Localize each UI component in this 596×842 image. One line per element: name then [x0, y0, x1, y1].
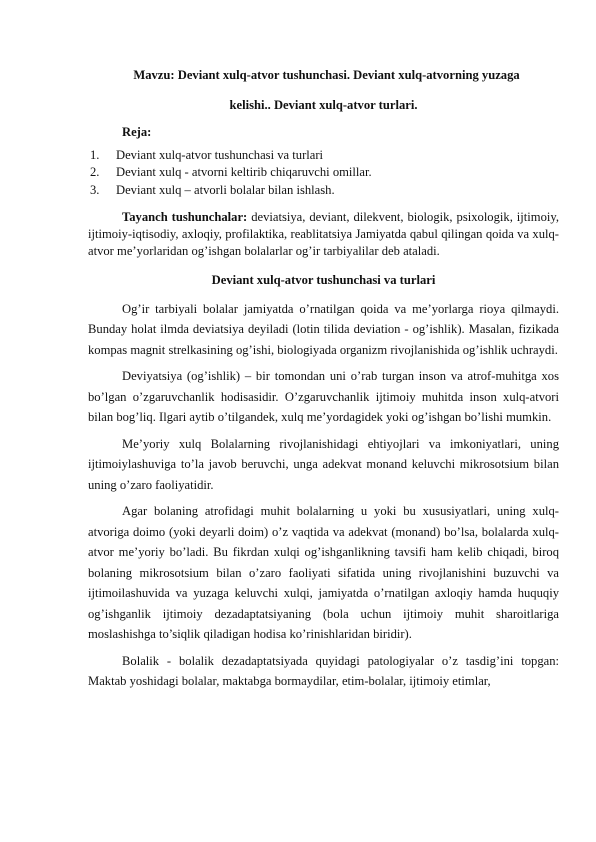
keywords-label: Tayanch tushunchalar: [122, 210, 248, 224]
body-paragraph: Og’ir tarbiyali bolalar jamiyatda o’rnatilgan qoida va me’yorlarga rioya qilmaydi. Bunday holat ilmda deviatsiya deyiladi (lotin tilida deviation - og’ishlik). Masalan, fizikada kompas magnit strelkasining og’ishi, biologiyada organizm rivojlanishida og’ishlik uchraydi. [88, 301, 559, 357]
plan-item-text: Deviant xulq - atvorni keltirib chiqaruvchi omillar. [116, 165, 372, 179]
section-title: Deviant xulq-atvor tushunchasi va turlari [211, 273, 436, 287]
document-page [88, 64, 559, 698]
plan-item-text: Deviant xulq – atvorli bolalar bilan ishlash. [116, 182, 335, 197]
plan-item-text: Deviant xulq-atvor tushunchasi va turlari [116, 147, 324, 162]
keywords-paragraph [88, 209, 559, 260]
plan-list [88, 147, 559, 200]
plan-label: Reja: [122, 125, 152, 139]
keywords-text: deviatsiya, deviant, dilekvent, biologik, psixologik, ijtimoiy, ijtimoiy-iqtisodiy, axloqiy, profilaktika, reablitatsiya Jamiyatda qabul qilingan qoida va xulq-atvor me’yorlaridan og’ishgan bolalarlar og’ir tarbiyalilar deb ataladi. [88, 210, 560, 258]
plan-item-number: 3. [90, 182, 100, 197]
body-paragraph: Bolalik - bolalik dezadaptatsiyada quyidagi patologiyalar o’z tasdig’ini topgan: Maktab yoshidagi bolalar, maktabga bormaydilar, etim-bolalar, ijtimoiy etimlar, [88, 653, 559, 688]
body-paragraph: Agar bolaning atrofidagi muhit bolalarning u yoki bu xususiyatlari, uning xulq-atvoriga doimo (yoki deyarli doim) o’z vaqtida va adekvat (monand) bo’lsa, bolalarda xulq-atvor me’yoriy bo’ladi. Bu fikrdan xulqi og’ishganlikning tavsifi ham kelib chiqadi, biroq bolaning mikrosotsium bilan o’zaro faoliyati sifatida uning rivojlanishini buzuvchi va ijtimoilashuvida va yuzaga keluvchi xulqi, jamiyatda o’rnatilgan axloqiy hamda huquqiy og’ishganlik ijtimoiy dezadaptatsiyaning (bola uchun ijtimoiy muhit sharoitlariga moslashishga to’siqlik qiladigan hodisa ko’rinishlaridan biridir). [88, 504, 559, 641]
title-line-1: Mavzu: Deviant xulq-atvor tushunchasi. Deviant xulq-atvorning yuzaga [133, 68, 520, 82]
title-line-2: kelishi.. Deviant xulq-atvor turlari. [229, 98, 418, 112]
plan-item [90, 182, 559, 200]
plan-item-number: 2. [90, 165, 100, 179]
body-paragraph: Deviyatsiya (og’ishlik) – bir tomondan uni o’rab turgan inson va atrof-muhitga xos bo’lgan o’zgaruvchanlik hodisasidir. O’zgaruvchanlik ijtimoiy muhitda inson xulq-atvori bilan bog’liq. Ilgari aytib o’tilgandek, xulq me’yordagidek yoki og’ishgan bo’lishi mumkin. [88, 369, 559, 424]
plan-item [90, 164, 559, 182]
plan-item [90, 147, 559, 165]
document-title [88, 64, 559, 116]
plan-item-number: 1. [90, 147, 100, 162]
body-paragraph: Me’yoriy xulq Bolalarning rivojlanishidagi ehtiyojlari va imkoniyatlari, uning ijtimoiylashuviga to’la javob beruvchi, unga adekvat monand keluvchi mikrosotsium bilan uning o’zaro faoliyatidir. [88, 436, 559, 492]
